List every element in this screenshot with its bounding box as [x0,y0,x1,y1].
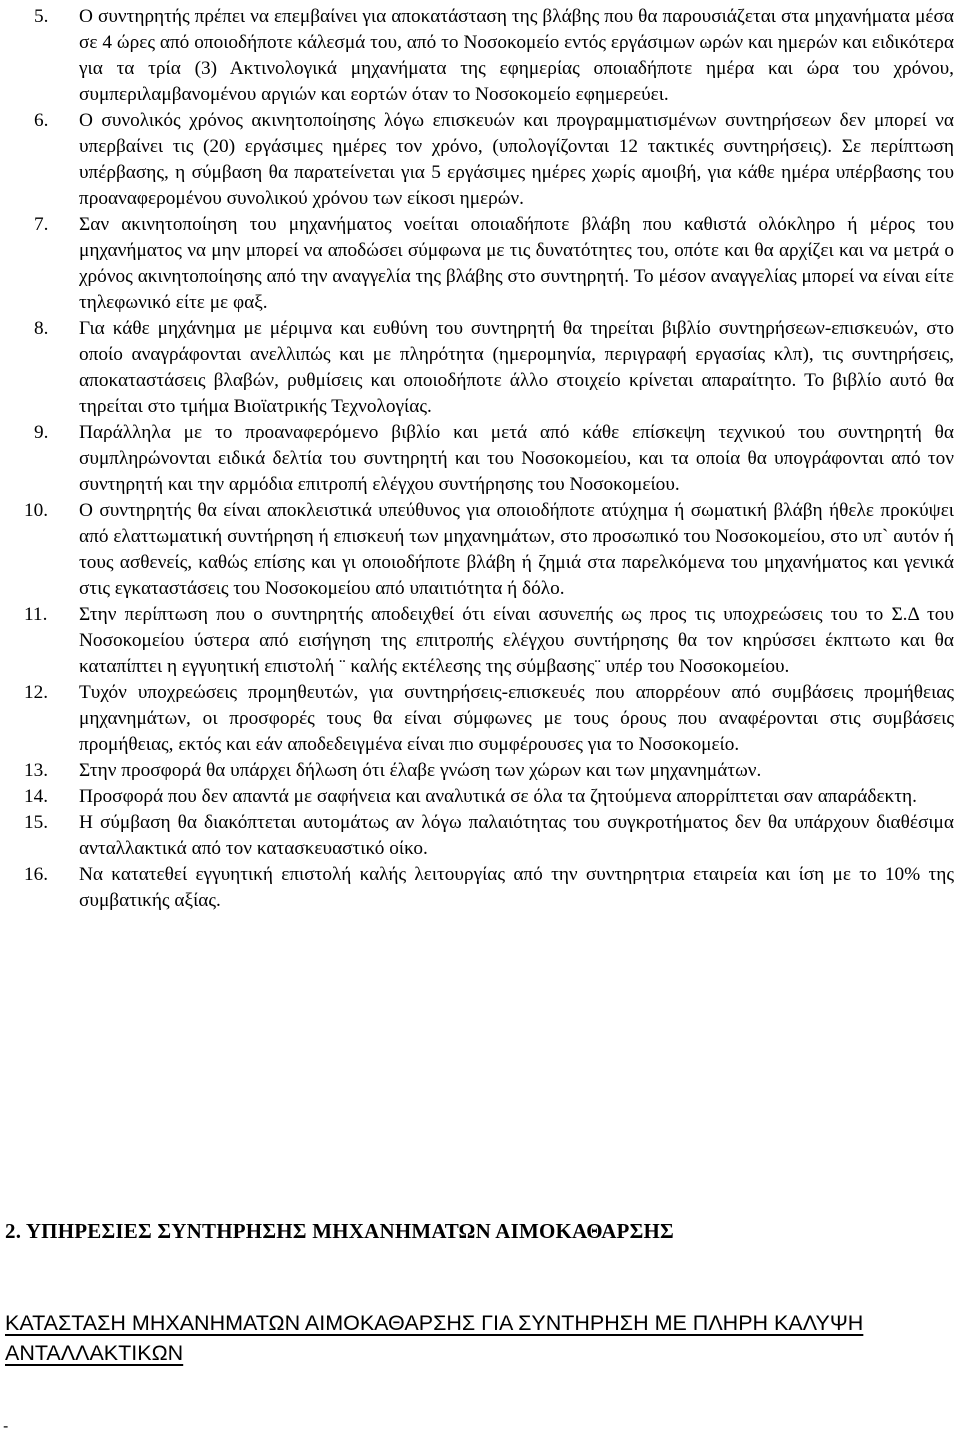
item-text: Παράλληλα με το προαναφερόμενο βιβλίο και μετά από κάθε επίσκεψη τεχνικού του συντηρητή θα συμπληρώνονται ειδικά δελτία του συντηρητή και του Νοσοκομείου, και τα οποία θα υπογράφονται από τον συντηρητή και την αρμόδια επιτροπή ελέγχου συντήρησης του Νοσοκομείου. [79,422,954,495]
item-number: 14. [24,786,49,807]
list-item [0,212,960,316]
trailing-mark: - [3,1418,9,1435]
item-number: 16. [24,864,49,885]
item-text: Στην προσφορά θα υπάρχει δήλωση ότι έλαβε γνώση των χώρων και των μηχανημάτων. [79,760,762,781]
item-text: Για κάθε μηχάνημα με μέριμνα και ευθύνη του συντηρητή θα τηρείται βιβλίο συντηρήσεων-επισκευών, στο οποίο αναγράφονται ανελλιπώς και με πληρότητα (ημερομηνία, περιγραφή εργασίας κλπ), τις συντηρήσεις, αποκαταστάσεις βλαβών, ρυθμίσεις και οποιοδήποτε άλλο στοιχείο κρίνεται απαραίτητο. Το βιβλίο αυτό θα τηρείται στο τμήμα Βιοϊατρικής Τεχνολογίας. [79,318,954,417]
item-text: Ο συντηρητής θα είναι αποκλειστικά υπεύθυνος για οποιοδήποτε ατύχημα ή σωματική βλάβη ήθελε προκύψει από ελαττωματική συντήρηση ή επισκευή των μηχανημάτων, στο προσωπικό του Νοσοκομείου, στο υπ` αυτόν ή τους ασθενείς, καθώς επίσης και γι οποιοδήποτε βλάβη ή ζημιά στα παρελκόμενα του μηχανήματος και γενικά στις εγκαταστάσεις του Νοσοκομείου από υπαιτιότητα ή δόλο. [79,500,954,599]
item-number: 10. [24,500,49,521]
item-number: 7. [34,214,49,235]
list-item [0,784,960,810]
item-text: Να κατατεθεί εγγυητική επιστολή καλής λειτουργίας από την συντηρητρια εταιρεία και ίση με το 10% της συμβατικής αξίας. [79,864,954,911]
list-item [0,862,960,914]
list-item [0,758,960,784]
item-text: Ο συντηρητής πρέπει να επεμβαίνει για αποκατάσταση της βλάβης που θα παρουσιάζεται στα μηχανήματα μέσα σε 4 ώρες από οποιοδήποτε κάλεσμά του, από το Νοσοκομείο εντός εργάσιμων ωρών και ημερών και ειδικότερα για τα τρία (3) Ακτινολογικά μηχανήματα της εφημερίας οποιαδήποτε ημέρα και ώρα του χρόνου, συμπεριλαμβανομένου αργιών και εορτών όταν το Νοσοκομείο εφημερεύει. [79,6,954,105]
list-item [0,316,960,420]
item-number: 9. [34,422,49,443]
item-text: Σαν ακινητοποίηση του μηχανήματος νοείται οποιαδήποτε βλάβη που καθιστά ολόκληρο ή μέρος του μηχανήματος να μην μπορεί να αποδώσει σύμφωνα με τις δυνατότητες του, οπότε και θα αρχίζει και να μετρά ο χρόνος ακινητοποίησης από την αναγγελία της βλάβης στο συντηρητή. Το μέσον αναγγελίας μπορεί να είναι είτε τηλεφωνικό είτε με φαξ. [79,214,954,313]
item-text: Ο συνολικός χρόνος ακινητοποίησης λόγω επισκευών και προγραμματισμένων συντηρήσεων δεν μπορεί να υπερβαίνει τις (20) εργάσιμες ημέρες τον χρόνο, (υπολογίζονται 12 τακτικές συντηρήσεις). Σε περίπτωση υπέρβασης, η σύμβαση θα παρατείνεται για 5 εργάσιμες ημέρες χωρίς αμοιβή, για κάθε ημέρα υπέρβασης του προαναφερομένου συνολικού χρόνου των είκοσι ημερών. [79,110,954,209]
section-heading: 2. ΥΠΗΡΕΣΙΕΣ ΣΥΝΤΗΡΗΣΗΣ ΜΗΧΑΝΗΜΑΤΩΝ ΑΙΜΟΚΑΘΑΡΣΗΣ [5,1219,674,1243]
item-number: 13. [24,760,49,781]
subheading: ΚΑΤΑΣΤΑΣΗ ΜΗΧΑΝΗΜΑΤΩΝ ΑΙΜΟΚΑΘΑΡΣΗΣ ΓΙΑ ΣΥΝΤΗΡΗΣΗ ΜΕ ΠΛΗΡΗ ΚΑΛΥΨΗ ΑΝΤΑΛΛΑΚΤΙΚΩΝ [5,1311,864,1365]
item-text: Στην περίπτωση που ο συντηρητής αποδειχθεί ότι είναι ασυνεπής ως προς τις υποχρεώσεις του το Σ.Δ του Νοσοκομείου ύστερα από εισήγηση της επιτροπής ελέγχου συντήρησης θα τον κηρύσσει έκπτωτο και θα καταπίπτει η εγγυητική επιστολή ¨ καλής εκτέλεσης της σύμβασης¨ υπέρ του Νοσοκομείου. [79,604,954,677]
item-number: 15. [24,812,49,833]
item-number: 8. [34,318,49,339]
list-item [0,4,960,108]
item-number: 5. [34,6,49,27]
item-text: Η σύμβαση θα διακόπτεται αυτομάτως αν λόγω παλαιότητας του συγκροτήματος δεν θα υπάρχουν διαθέσιμα ανταλλακτικά από τον κατασκευαστικό οίκο. [79,812,954,859]
item-number: 12. [24,682,49,703]
item-number: 6. [34,110,49,131]
list-item [0,680,960,758]
list-item [0,810,960,862]
list-item [0,602,960,680]
list-item [0,498,960,602]
item-text: Τυχόν υποχρεώσεις προμηθευτών, για συντηρήσεις-επισκευές που απορρέουν από συμβάσεις προμήθειας μηχανημάτων, οι προσφορές τους θα είναι σύμφωνες με τους όρους που αναφέρονται στις συμβάσεις προμήθειας, εκτός και εάν αποδεδειγμένα είναι πιο συμφέρουσες για το Νοσοκομείο. [79,682,954,755]
item-number: 11. [24,604,48,625]
list-item [0,420,960,498]
item-text: Προσφορά που δεν απαντά με σαφήνεια και αναλυτικά σε όλα τα ζητούμενα απορρίπτεται σαν απαράδεκτη. [79,786,917,807]
list-item [0,108,960,212]
